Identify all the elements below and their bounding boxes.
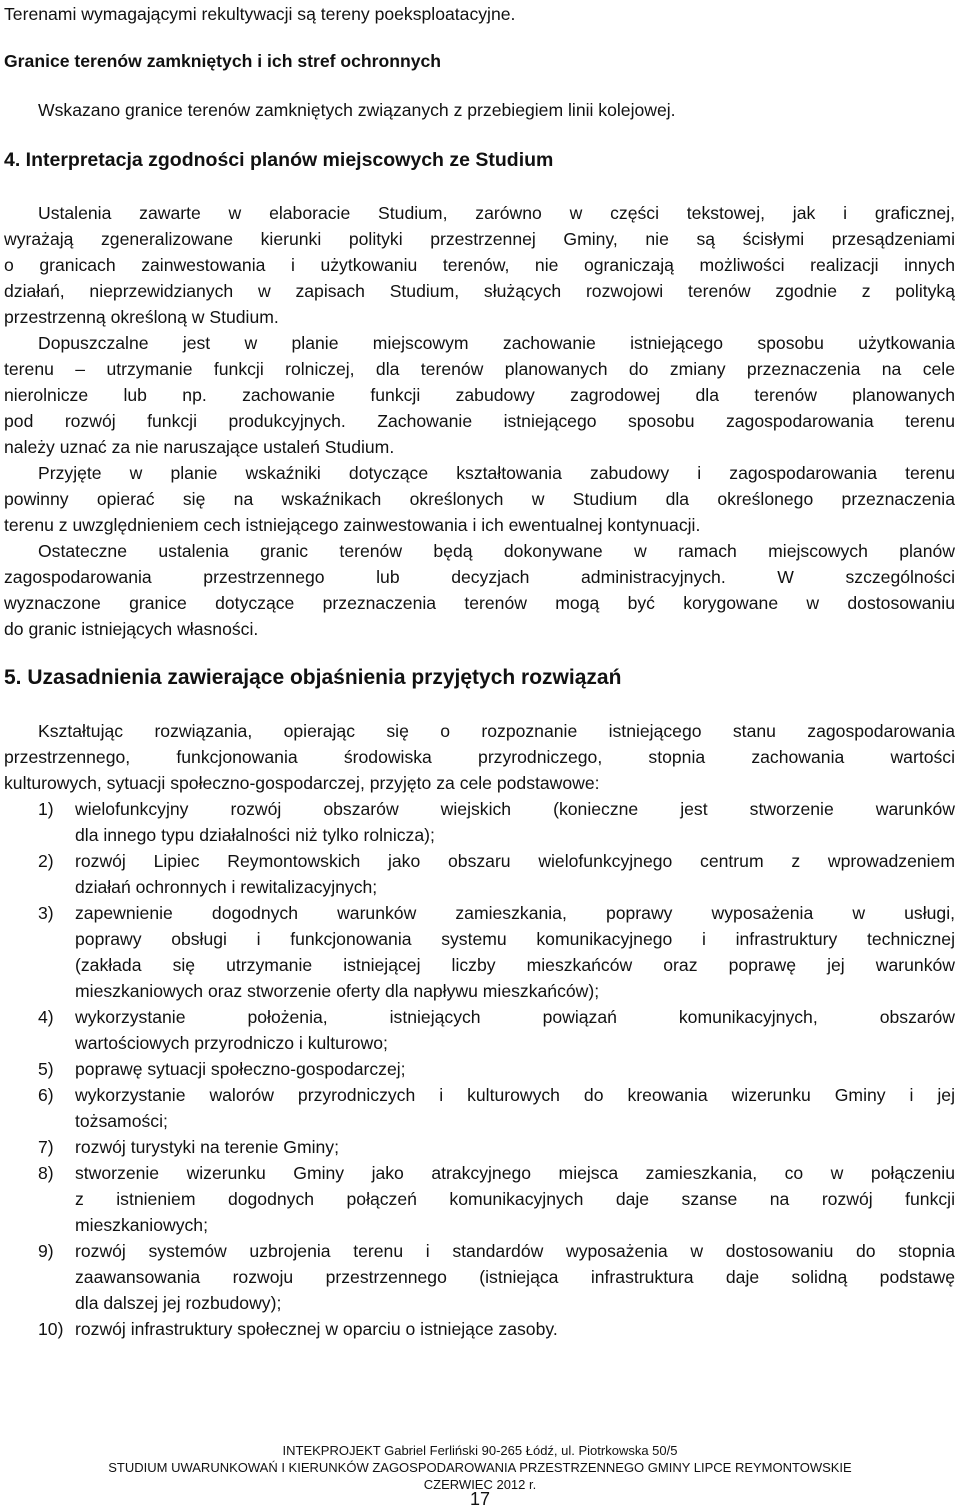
intro-paragraph: Wskazano granice terenów zamkniętych związanych z przebiegiem linii kolejowej. (38, 100, 676, 120)
list-item-line: (zakłada się utrzymanie istniejącej liczby mieszkańców oraz poprawę jej warunków (75, 955, 955, 975)
subheading-closed-areas: Granice terenów zamkniętych i ich stref ochronnych (4, 51, 442, 71)
list-item-line: dla innego typu działalności niż tylko rolnicza); (75, 825, 435, 845)
list-item-line: tożsamości; (75, 1111, 168, 1131)
body-line: do granic istniejących własności. (4, 619, 259, 639)
body-line: działań, nieprzewidzianych w zapisach Studium, służących rozwojowi terenów zgodnie z polityką (4, 281, 955, 301)
list-item-line: rozwój turystyki na terenie Gminy; (75, 1137, 339, 1157)
footer-company: INTEKPROJEKT Gabriel Ferliński 90-265 Łódź, ul. Piotrkowska 50/5 (282, 1443, 678, 1458)
body-line: terenu z uwzględnieniem cech istniejącego zainwestowania i ich ewentualnej kontynuacji. (4, 515, 701, 535)
body-line: Dopuszczalne jest w planie miejscowym zachowanie istniejącego sposobu użytkowania (38, 333, 955, 353)
footer-document-title: STUDIUM UWARUNKOWAŃ I KIERUNKÓW ZAGOSPODAROWANIA PRZESTRZENNEGO GMINY LIPCE REYMONTOWSKIE (108, 1460, 852, 1475)
body-line: Przyjęte w planie wskaźniki dotyczące kształtowania zabudowy i zagospodarowania terenu (38, 463, 955, 483)
list-item-line: dla dalszej jej rozbudowy); (75, 1293, 282, 1313)
list-number: 8) (38, 1163, 54, 1183)
body-line: nierolnicze lub np. zachowanie funkcji zabudowy zagrodowej dla terenów planowanych (4, 385, 955, 405)
body-line: wyrażają zgeneralizowane kierunki polityki przestrzennej Gminy, nie są ścisłymi przesądzeniami (4, 229, 955, 249)
list-number: 6) (38, 1085, 54, 1105)
list-number: 7) (38, 1137, 54, 1157)
body-line: kulturowych, sytuacji społeczno-gospodarczej, przyjęto za cele podstawowe: (4, 773, 600, 793)
list-item-line: rozwój infrastruktury społecznej w oparciu o istniejące zasoby. (75, 1319, 558, 1339)
list-item-line: z istnieniem dogodnych połączeń komunikacyjnych daje szanse na rozwój funkcji (75, 1189, 955, 1209)
list-item-line: wykorzystanie położenia, istniejących powiązań komunikacyjnych, obszarów (75, 1007, 955, 1027)
section-5-heading: 5. Uzasadnienia zawierające objaśnienia przyjętych rozwiązań (4, 666, 622, 689)
list-item-line: wartościowych przyrodniczo i kulturowo; (75, 1033, 388, 1053)
list-item-line: poprawę sytuacji społeczno-gospodarczej; (75, 1059, 406, 1079)
body-line: zagospodarowania przestrzennego lub decyzjach administracyjnych. W szczególności (4, 567, 955, 587)
list-item-line: mieszkaniowych oraz stworzenie oferty dla napływu mieszkańców); (75, 981, 600, 1001)
list-item-line: działań ochronnych i rewitalizacyjnych; (75, 877, 378, 897)
list-item-line: rozwój systemów uzbrojenia terenu i standardów wyposażenia w dostosowaniu do stopnia (75, 1241, 955, 1261)
list-number: 9) (38, 1241, 54, 1261)
list-number: 2) (38, 851, 54, 871)
body-line: przestrzennego, funkcjonowania środowiska przyrodniczego, stopnia zachowania wartości (4, 747, 955, 767)
list-number: 1) (38, 799, 54, 819)
body-line: powinny opierać się na wskaźnikach określonych w Studium dla określonego przeznaczenia (4, 489, 955, 509)
list-item-line: poprawy obsługi i funkcjonowania systemu komunikacyjnego i infrastruktury technicznej (75, 929, 955, 949)
list-item-line: stworzenie wizerunku Gminy jako atrakcyjnego miejsca zamieszkania, co w połączeniu (75, 1163, 955, 1183)
page-number: 17 (469, 1489, 491, 1509)
list-item-line: rozwój Lipiec Reymontowskich jako obszaru wielofunkcyjnego centrum z wprowadzeniem (75, 851, 955, 871)
intro-paragraph: Terenami wymagającymi rekultywacji są tereny poeksploatacyjne. (4, 4, 516, 24)
list-number: 5) (38, 1059, 54, 1079)
body-line: Kształtując rozwiązania, opierając się o rozpoznanie istniejącego stanu zagospodarowania (38, 721, 955, 741)
body-line: terenu – utrzymanie funkcji rolniczej, dla terenów planowanych do zmiany przeznaczenia na cele (4, 359, 955, 379)
footer-date: CZERWIEC 2012 r. (423, 1477, 537, 1492)
body-line: przestrzenną określoną w Studium. (4, 307, 279, 327)
list-item-line: zapewnienie dogodnych warunków zamieszkania, poprawy wyposażenia w usługi, (75, 903, 955, 923)
list-number: 3) (38, 903, 54, 923)
body-line: pod rozwój funkcji produkcyjnych. Zachowanie istniejącego sposobu zagospodarowania terenu (4, 411, 955, 431)
body-line: Ustalenia zawarte w elaboracie Studium, zarówno w części tekstowej, jak i graficznej, (38, 203, 955, 223)
body-line: o granicach zainwestowania i użytkowaniu terenów, nie ograniczają możliwości realizacji innych (4, 255, 955, 275)
list-item-line: wielofunkcyjny rozwój obszarów wiejskich (konieczne jest stworzenie warunków (75, 799, 955, 819)
section-4-heading: 4. Interpretacja zgodności planów miejscowych ze Studium (4, 149, 554, 171)
list-item-line: mieszkaniowych; (75, 1215, 208, 1235)
body-line: należy uznać za nie naruszające ustaleń Studium. (4, 437, 395, 457)
body-line: wyznaczone granice dotyczące przeznaczenia terenów mogą być korygowane w dostosowaniu (4, 593, 955, 613)
list-number: 4) (38, 1007, 54, 1027)
list-item-line: zaawansowania rozwoju przestrzennego (istniejąca infrastruktura daje solidną podstawę (75, 1267, 955, 1287)
list-number: 10) (38, 1319, 64, 1339)
body-line: Ostateczne ustalenia granic terenów będą dokonywane w ramach miejscowych planów (38, 541, 955, 561)
list-item-line: wykorzystanie walorów przyrodniczych i kulturowych do kreowania wizerunku Gminy i jej (75, 1085, 955, 1105)
